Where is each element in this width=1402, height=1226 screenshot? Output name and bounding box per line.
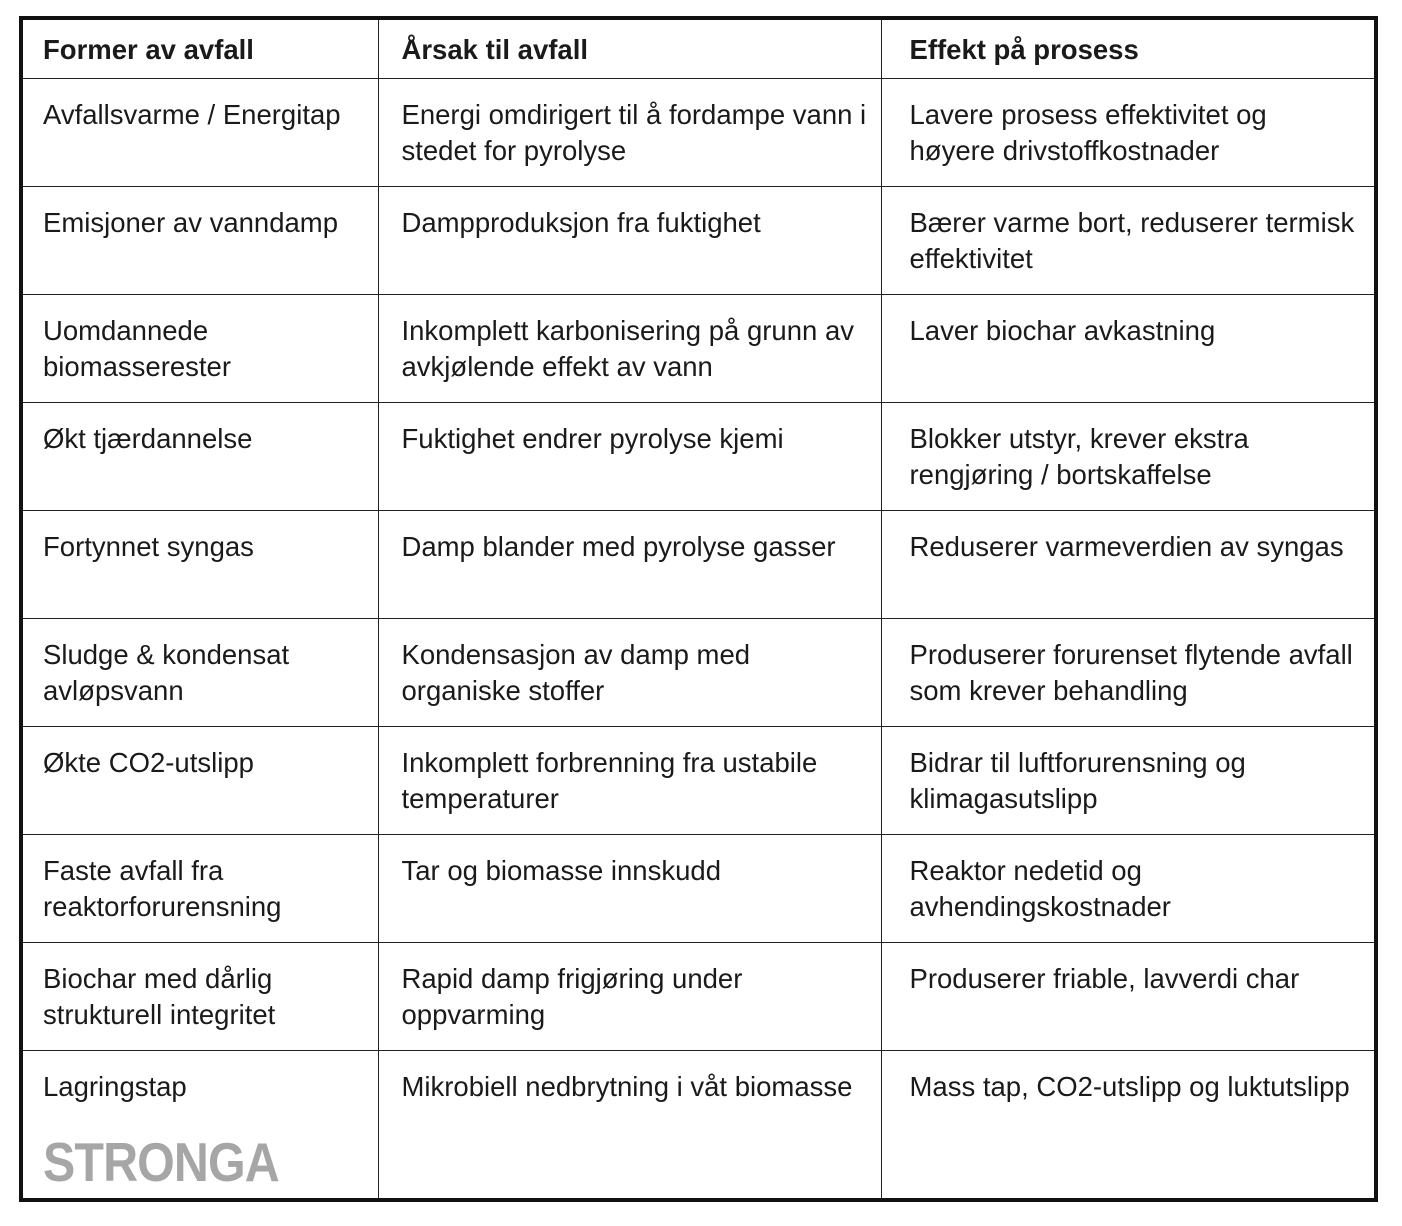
cell-waste-cause: Fuktighet endrer pyrolyse kjemi [378, 402, 881, 510]
table-row [23, 402, 1374, 510]
waste-table-frame [19, 16, 1378, 1202]
header-row [23, 20, 1374, 78]
cell-waste-cause: Energi omdirigert til å fordampe vann i stedet for pyrolyse [378, 78, 881, 186]
cell-waste-form-with-logo [23, 1050, 378, 1202]
cell-process-effect: Reaktor nedetid og avhendingskostnader [881, 834, 1374, 942]
header-waste-cause: Årsak til avfall [378, 20, 881, 78]
cell-waste-cause: Inkomplett karbonisering på grunn av avkjølende effekt av vann [378, 294, 881, 402]
stronga-logo: STRONGA [43, 1131, 279, 1193]
cell-waste-form: Økt tjærdannelse [23, 402, 378, 510]
cell-waste-cause: Mikrobiell nedbrytning i våt biomasse [378, 1050, 881, 1202]
header-waste-forms: Former av avfall [23, 20, 378, 78]
table-row [23, 618, 1374, 726]
cell-process-effect: Mass tap, CO2-utslipp og luktutslipp [881, 1050, 1374, 1202]
cell-waste-form: Uomdannede biomasserester [23, 294, 378, 402]
cell-waste-form: Emisjoner av vanndamp [23, 186, 378, 294]
table-row [23, 834, 1374, 942]
cell-waste-form: Avfallsvarme / Energitap [23, 78, 378, 186]
cell-waste-form: Fortynnet syngas [23, 510, 378, 618]
table-row [23, 942, 1374, 1050]
table-row [23, 1050, 1374, 1202]
cell-process-effect: Produserer forurenset flytende avfall som krever behandling [881, 618, 1374, 726]
cell-process-effect: Bidrar til luftforurensning og klimagasutslipp [881, 726, 1374, 834]
cell-waste-cause: Dampproduksjon fra fuktighet [378, 186, 881, 294]
table-row [23, 186, 1374, 294]
table-row [23, 510, 1374, 618]
header-process-effect: Effekt på prosess [881, 20, 1374, 78]
cell-waste-cause: Damp blander med pyrolyse gasser [378, 510, 881, 618]
cell-process-effect: Blokker utstyr, krever ekstra rengjøring / bortskaffelse [881, 402, 1374, 510]
cell-process-effect: Lavere prosess effektivitet og høyere drivstoffkostnader [881, 78, 1374, 186]
cell-waste-form: Lagringstap [43, 1070, 187, 1102]
waste-table [23, 20, 1374, 1202]
cell-waste-form: Økte CO2-utslipp [23, 726, 378, 834]
cell-waste-form: Biochar med dårlig strukturell integritet [23, 942, 378, 1050]
cell-waste-form: Faste avfall fra reaktorforurensning [23, 834, 378, 942]
table-row [23, 726, 1374, 834]
cell-process-effect: Bærer varme bort, reduserer termisk effektivitet [881, 186, 1374, 294]
cell-waste-cause: Rapid damp frigjøring under oppvarming [378, 942, 881, 1050]
cell-waste-form: Sludge & kondensat avløpsvann [23, 618, 378, 726]
table-row [23, 78, 1374, 186]
cell-waste-cause: Inkomplett forbrenning fra ustabile temperaturer [378, 726, 881, 834]
cell-waste-cause: Tar og biomasse innskudd [378, 834, 881, 942]
cell-process-effect: Produserer friable, lavverdi char [881, 942, 1374, 1050]
cell-process-effect: Laver biochar avkastning [881, 294, 1374, 402]
table-row [23, 294, 1374, 402]
cell-waste-cause: Kondensasjon av damp med organiske stoffer [378, 618, 881, 726]
cell-process-effect: Reduserer varmeverdien av syngas [881, 510, 1374, 618]
